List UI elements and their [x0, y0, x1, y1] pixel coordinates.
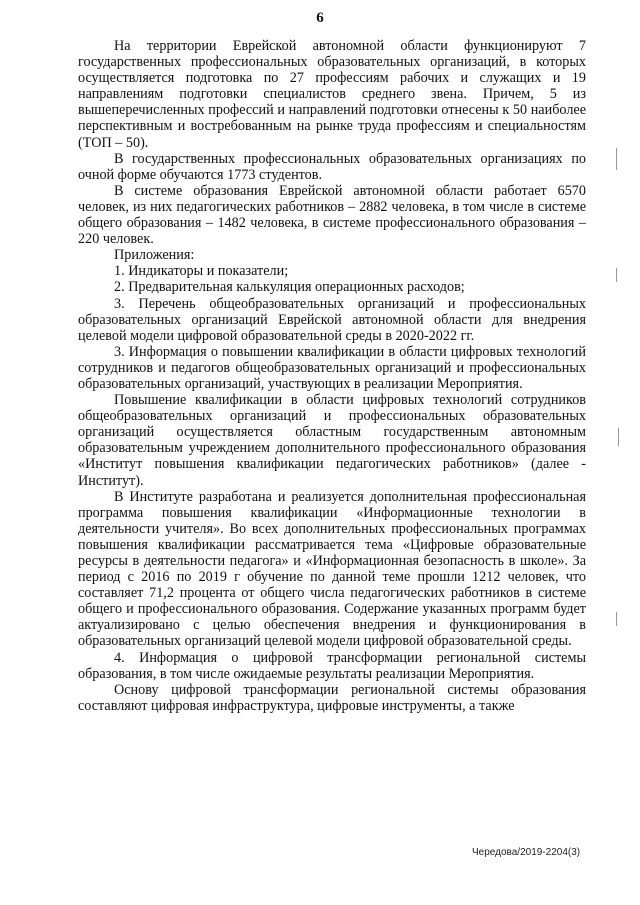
scan-edge-mark [616, 612, 617, 626]
scan-edge-mark [616, 268, 617, 282]
paragraph-institute-programs: В Институте разработана и реализуется дополнительная профессиональная программа повышения квалификации «Информационные технологии в деятельности учителя». Во всех дополнительных профессиональных программах повышения квалификации рассматривается тема «Цифровые образовательные ресурсы в деятельности педагога» и «Информационная безопасность в школе». За период с 2016 по 2019 г обучение по данной теме прошли 1212 человек, что составляет 71,2 процента от общего числа педагогических работников в системе общего и профессионального образования. Содержание указанных программ будет актуализировано с целью обеспечения внедрения и функционирования в образовательных организаций целевой модели цифровой образовательной среды. [78, 488, 586, 650]
paragraph-training-institute: Повышение квалификации в области цифровых технологий сотрудников общеобразовательных организаций и профессиональных образовательных организаций осуществляется областным государственным автономным образовательным учреждением дополнительного профессионального образования «Институт повышения квалификации педагогических работников» (далее - Институт). [78, 392, 586, 489]
scan-edge-mark [618, 428, 619, 446]
paragraph-digital-transformation: Основу цифровой трансформации региональной системы образования составляют цифровая инфраструктура, цифровые инструменты, а также [78, 681, 586, 714]
section-3-heading: 3. Информация о повышении квалификации в области цифровых технологий сотрудников и педагогов общеобразовательных организаций и профессиональных образовательных организаций, участвующих в реализации Мероприятия. [78, 343, 586, 392]
appendix-item-2: 2. Предварительная калькуляция операционных расходов; [114, 279, 465, 296]
appendices-heading: Приложения: [114, 247, 195, 264]
paragraph-students: В государственных профессиональных образовательных организациях по очной форме обучаются 1773 студентов. [78, 150, 586, 183]
section-4-heading: 4. Информация о цифровой трансформации региональной системы образования, в том числе ожидаемые результаты реализации Мероприятия. [78, 649, 586, 682]
appendix-item-3: 3. Перечень общеобразовательных организаций и профессиональных образовательных организаций Еврейской автономной области для внедрения целевой модели цифровой образовательной среды в 2020-2022 гг. [78, 295, 586, 344]
document-body [78, 38, 586, 714]
scan-edge-mark [616, 148, 617, 170]
page-number: 6 [316, 10, 324, 26]
paragraph-staff: В системе образования Еврейской автономной области работает 6570 человек, из них педагогических работников – 2882 человека, в том числе в системе общего образования – 1482 человека, в системе профессионального образования – 220 человек. [78, 182, 586, 248]
appendix-item-1: 1. Индикаторы и показатели; [114, 263, 289, 280]
paragraph-vocational-organizations: На территории Еврейской автономной области функционируют 7 государственных профессиональных образовательных организаций, в которых осуществляется подготовка по 27 профессиям рабочих и служащих и 19 направлениям подготовки специалистов среднего звена. Причем, 5 из вышеперечисленных профессий и направлений подготовки отнесены к 50 наиболее перспективным и востребованным на рынке труда профессиям и специальностям (ТОП – 50). [78, 38, 586, 151]
document-footer-code: Чередова/2019-2204(3) [472, 847, 581, 858]
